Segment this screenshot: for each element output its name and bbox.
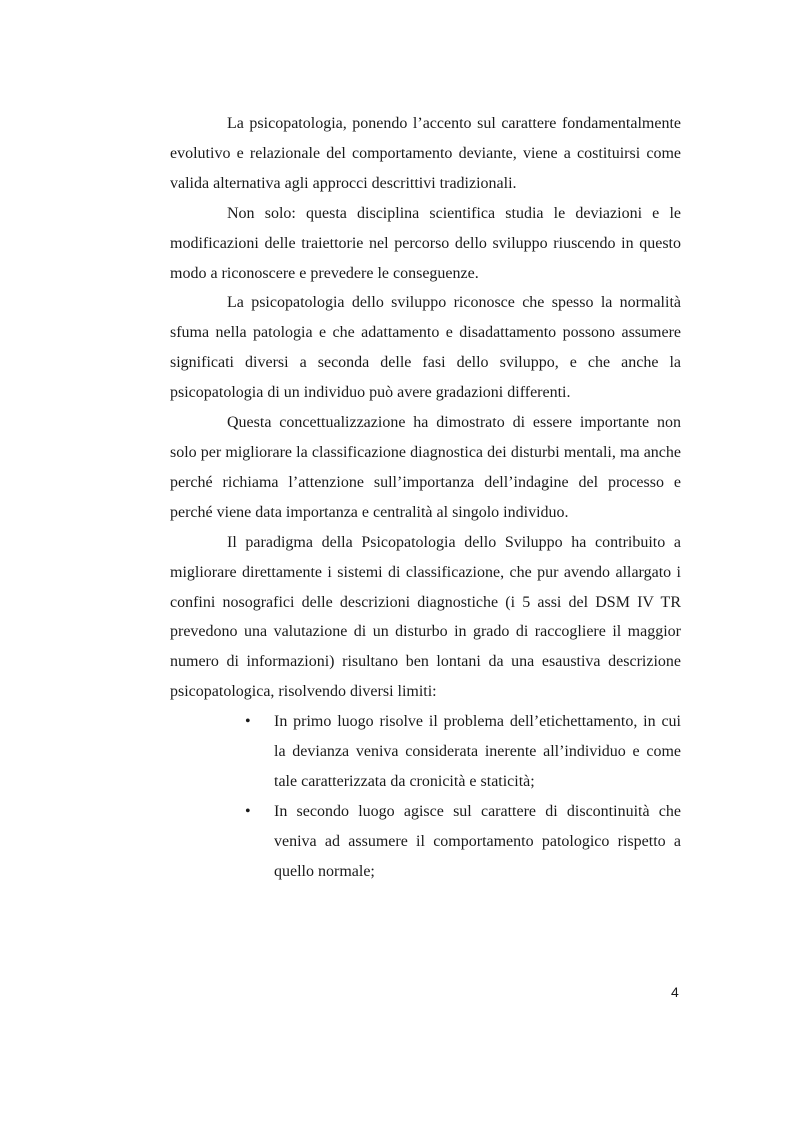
- bullet-icon: •: [245, 713, 251, 731]
- page-number: 4: [671, 984, 679, 1000]
- paragraph-3: La psicopatologia dello sviluppo riconosce che spesso la normalità sfuma nella patologia e che adattamento e disadattamento possono assumere significati diversi a seconda delle fasi dello sviluppo, e che anche la psicopatologia di un individuo può avere gradazioni differenti.: [170, 294, 681, 402]
- list-item: [245, 797, 681, 887]
- list-item-text: In secondo luogo agisce sul carattere di discontinuità che veniva ad assumere il comportamento patologico rispetto a quello normale;: [274, 802, 681, 880]
- paragraph-5: Il paradigma della Psicopatologia dello Sviluppo ha contribuito a migliorare direttamente i sistemi di classificazione, che pur avendo allargato i confini nosografici delle descrizioni diagnostiche (i 5 assi del DSM IV TR prevedono una valutazione di un disturbo in grado di raccogliere il maggior numero di informazioni) risultano ben lontani da una esaustiva descrizione psicopatologica, risolvendo diversi limiti:: [170, 533, 681, 701]
- bullet-icon: •: [245, 802, 251, 820]
- paragraph-2: Non solo: questa disciplina scientifica studia le deviazioni e le modificazioni delle traiettorie nel percorso dello sviluppo riuscendo in questo modo a riconoscere e prevedere le conseguenze.: [170, 204, 681, 282]
- paragraph-4: Questa concettualizzazione ha dimostrato di essere importante non solo per migliorare la classificazione diagnostica dei disturbi mentali, ma anche perché richiama l’attenzione sull’importanza dell’indagine del processo e perché viene data importanza e centralità al singolo individuo.: [170, 414, 681, 521]
- bullet-list: [170, 707, 681, 886]
- body-text: [170, 109, 681, 887]
- list-item: [245, 707, 681, 797]
- paragraph-1: La psicopatologia, ponendo l’accento sul carattere fondamentalmente evolutivo e relazionale del comportamento deviante, viene a costituirsi come valida alternativa agli approcci descrittivi tradizionali.: [170, 115, 681, 192]
- list-item-text: In primo luogo risolve il problema dell’etichettamento, in cui la devianza veniva considerata inerente all’individuo e come tale caratterizzata da cronicità e staticità;: [274, 713, 681, 790]
